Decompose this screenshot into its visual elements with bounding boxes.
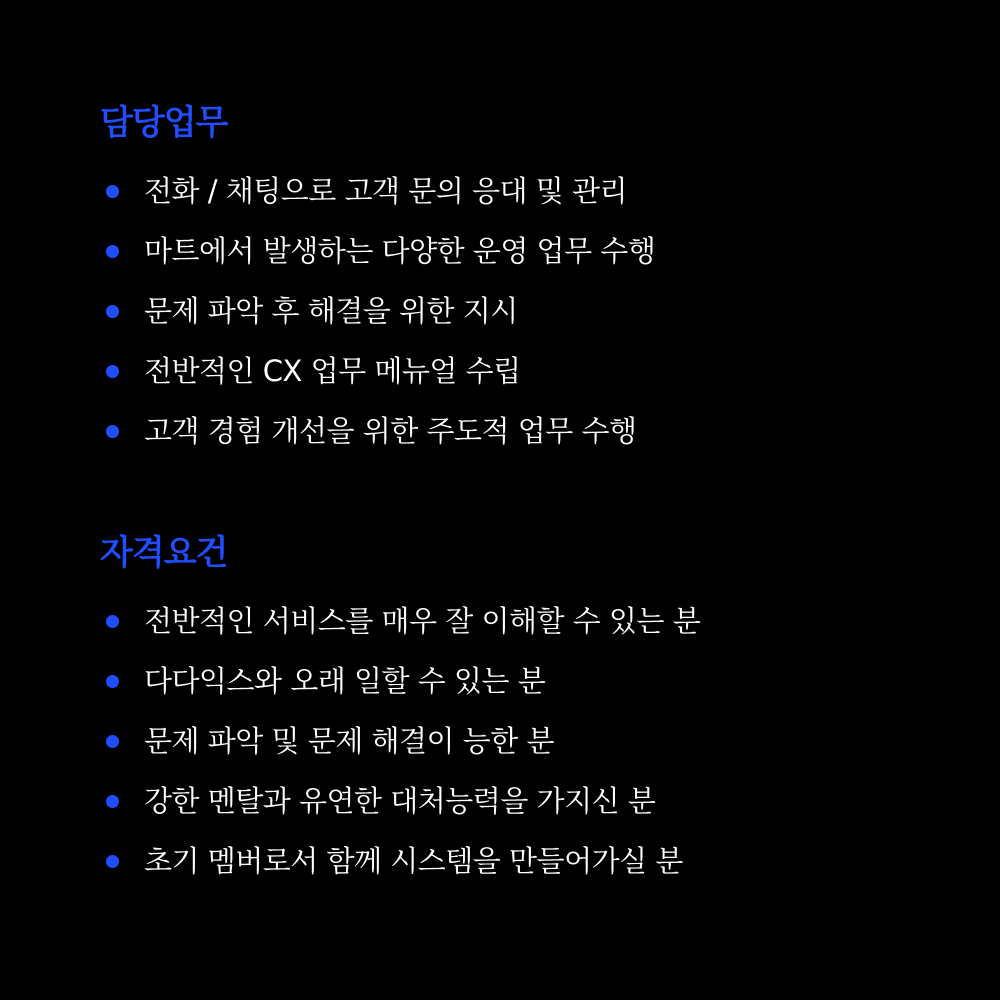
qualification-item-text: 다다익스와 오래 일할 수 있는 분 [144,664,546,698]
duty-item [100,161,960,221]
duties-list [100,161,960,461]
duty-item-text: 전반적인 CX 업무 메뉴얼 수립 [144,354,521,388]
qualification-item [100,771,960,831]
qualification-item-text: 전반적인 서비스를 매우 잘 이해할 수 있는 분 [144,604,701,638]
qualification-item [100,831,960,891]
duty-item [100,341,960,401]
duty-item [100,281,960,341]
duty-item-text: 마트에서 발생하는 다양한 운영 업무 수행 [144,234,656,268]
qualification-item [100,651,960,711]
bullet-dot-icon [106,365,119,378]
qualification-item-text: 강한 멘탈과 유연한 대처능력을 가지신 분 [144,784,656,818]
bullet-dot-icon [106,855,119,868]
qualification-item [100,711,960,771]
bullet-dot-icon [106,795,119,808]
bullet-dot-icon [106,185,119,198]
bullet-dot-icon [106,245,119,258]
duty-item-text: 문제 파악 후 해결을 위한 지시 [144,294,518,328]
qualification-item-text: 초기 멤버로서 함께 시스템을 만들어가실 분 [144,844,683,878]
duties-title: 담당업무 [100,103,228,143]
duty-item [100,221,960,281]
duty-item-text: 고객 경험 개선을 위한 주도적 업무 수행 [144,414,637,448]
bullet-dot-icon [106,425,119,438]
qualification-item [100,591,960,651]
duty-item [100,401,960,461]
bullet-dot-icon [106,305,119,318]
duties-section [100,98,960,461]
duty-item-text: 전화 / 채팅으로 고객 문의 응대 및 관리 [144,174,628,208]
qualification-item-text: 문제 파악 및 문제 해결이 능한 분 [144,724,554,758]
bullet-dot-icon [106,615,119,628]
qualifications-list [100,591,960,891]
bullet-dot-icon [106,735,119,748]
qualifications-section [100,528,960,891]
qualifications-title: 자격요건 [100,533,228,573]
bullet-dot-icon [106,675,119,688]
